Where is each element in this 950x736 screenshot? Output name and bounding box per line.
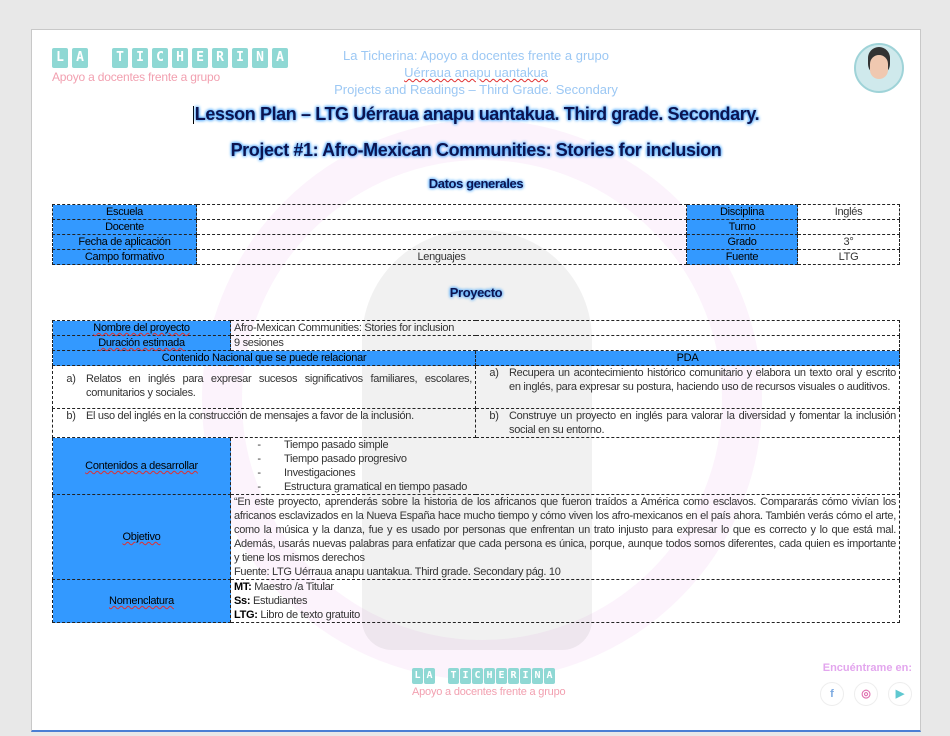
proyecto-heading: Proyecto: [449, 285, 503, 300]
logo-letter: I: [232, 48, 248, 68]
nomenclatura-value[interactable]: [231, 580, 900, 623]
project-title: Project #1: Afro-Mexican Communities: Stories for inclusion: [230, 140, 722, 160]
table-row: [53, 220, 900, 235]
contenidos-label: Contenidos a desarrollar: [53, 438, 231, 495]
logo-letter: R: [508, 668, 519, 684]
duracion-label: Duración estimada: [53, 336, 231, 351]
table-row: [53, 409, 900, 438]
table-row: [53, 336, 900, 351]
datos-value[interactable]: [798, 220, 900, 235]
list-item: - Estructura gramatical en tiempo pasado: [257, 481, 468, 493]
logo-letter: I: [520, 668, 531, 684]
duracion-value[interactable]: 9 sesiones: [231, 336, 900, 351]
table-row: [53, 321, 900, 336]
datos-label: Disciplina: [687, 205, 798, 220]
contenido-b[interactable]: b) El uso del inglés en la construcción de mensajes a favor de la inclusión.: [53, 409, 476, 438]
contenido-a[interactable]: a) Relatos en inglés para expresar sucesos significativos familiares, escolares, comunitarios y sociales.: [53, 366, 476, 409]
datos-label: Fuente: [687, 250, 798, 265]
datos-heading: Datos generales: [428, 176, 524, 191]
logo-letter: N: [252, 48, 268, 68]
youtube-icon[interactable]: ▶: [888, 682, 912, 706]
list-item: LTG: Libro de texto gratuito: [234, 609, 360, 621]
table-row: [53, 366, 900, 409]
table-row: [53, 495, 900, 580]
header-line-1: La Ticherina: Apoyo a docentes frente a grupo: [343, 48, 609, 63]
text-cursor: [193, 106, 194, 124]
logo-letter: L: [412, 668, 423, 684]
list-item: - Tiempo pasado simple: [257, 439, 389, 451]
proyecto-table: [52, 320, 900, 623]
table-row: [53, 205, 900, 220]
logo-letter: T: [448, 668, 459, 684]
instagram-icon[interactable]: ◎: [854, 682, 878, 706]
avatar: [854, 43, 904, 93]
datos-label: Grado: [687, 235, 798, 250]
list-item: - Tiempo pasado progresivo: [257, 453, 407, 465]
datos-value[interactable]: [197, 205, 687, 220]
footer-logo: [412, 668, 565, 698]
lesson-title-text: Lesson Plan – LTG Uérraua anapu uantakua. Third grade. Secondary.: [194, 104, 760, 124]
logo-letter: A: [544, 668, 555, 684]
logo-letter: H: [172, 48, 188, 68]
header-line-2: Uérraua anapu uantakua: [404, 65, 548, 80]
lesson-title: [32, 104, 920, 125]
list-item: - Investigaciones: [257, 467, 356, 479]
list-item: MT: Maestro /a Titular: [234, 581, 334, 593]
objetivo-text: “En este proyecto, aprenderás sobre la historia de los africanos que fueron traídos a América como esclavos. Compararás cómo vivían los africanos esclavizados en la Nueva España hace mucho tiempo y cómo viven los afro-mexicanos en el país ahora. También verás cómo el arte, como la música y la danza, fue y es usado por personas que enfrentan un trato injusto para expresar lo que es correcto y lo que está mal. Además, usarás nuevas palabras para enfatizar que cada persona es única, porque, aunque todos somos diferentes, cada quien es importante y tiene los mismos derechos: [234, 496, 896, 564]
logo-subtitle: Apoyo a docentes frente a grupo: [52, 70, 220, 84]
table-row: [53, 580, 900, 623]
objetivo-value[interactable]: [231, 495, 900, 580]
logo-letter: T: [112, 48, 128, 68]
logo-letter: I: [132, 48, 148, 68]
objetivo-label: Objetivo: [53, 495, 231, 580]
datos-value[interactable]: [197, 235, 687, 250]
logo-letter: L: [52, 48, 68, 68]
pda-b[interactable]: b) Construye un proyecto en inglés para valorar la diversidad y fomentar la inclusión social en su entorno.: [476, 409, 900, 438]
datos-value[interactable]: Lenguajes: [197, 250, 687, 265]
pda-header: PDA: [476, 351, 900, 366]
find-me-label: Encuéntrame en:: [822, 662, 912, 674]
logo-letter: E: [496, 668, 507, 684]
logo-letter: A: [424, 668, 435, 684]
nomenclatura-label: Nomenclatura: [53, 580, 231, 623]
logo-letter: R: [212, 48, 228, 68]
logo-letter: H: [484, 668, 495, 684]
table-row: [53, 250, 900, 265]
contenido-header: Contenido Nacional que se puede relacionar: [53, 351, 476, 366]
datos-label: Campo formativo: [53, 250, 197, 265]
logo-letter: A: [72, 48, 88, 68]
objetivo-fuente: Fuente: LTG Uérraua anapu uantakua. Third grade. Secondary pág. 10: [234, 566, 561, 578]
datos-label: Turno: [687, 220, 798, 235]
table-row: [53, 235, 900, 250]
logo-letter: N: [532, 668, 543, 684]
datos-label: Escuela: [53, 205, 197, 220]
nombre-label: Nombre del proyecto: [53, 321, 231, 336]
pda-a[interactable]: a) Recupera un acontecimiento histórico comunitario y elabora un texto oral y escrito en inglés, para expresar su postura, haciendo uso de recursos visuales o auditivos.: [476, 366, 900, 409]
footer-logo-subtitle: Apoyo a docentes frente a grupo: [412, 686, 566, 698]
logo-letter: C: [152, 48, 168, 68]
datos-table: [52, 204, 900, 265]
list-item: Ss: Estudiantes: [234, 595, 308, 607]
nombre-value[interactable]: Afro-Mexican Communities: Stories for inclusion: [231, 321, 900, 336]
table-row: [53, 351, 900, 366]
logo-letter: C: [472, 668, 483, 684]
table-row: [53, 438, 900, 495]
logo-letter: I: [460, 668, 471, 684]
datos-label: Docente: [53, 220, 197, 235]
datos-value[interactable]: LTG: [798, 250, 900, 265]
datos-value[interactable]: Inglés: [798, 205, 900, 220]
logo-letter: A: [272, 48, 288, 68]
datos-value[interactable]: 3°: [798, 235, 900, 250]
social-section: [820, 662, 912, 706]
logo-letter: E: [192, 48, 208, 68]
document-page: [31, 29, 921, 732]
facebook-icon[interactable]: f: [820, 682, 844, 706]
datos-value[interactable]: [197, 220, 687, 235]
header-line-3: Projects and Readings – Third Grade. Secondary: [334, 82, 618, 97]
contenidos-list[interactable]: [231, 438, 900, 495]
datos-label: Fecha de aplicación: [53, 235, 197, 250]
